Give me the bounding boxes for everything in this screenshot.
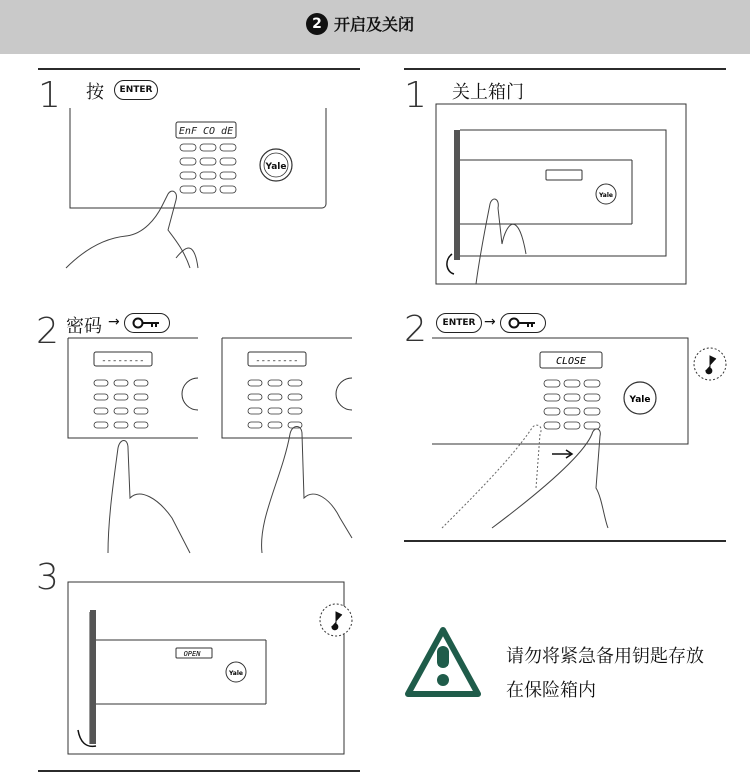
lock-close-illustration <box>432 338 726 530</box>
svg-text:OPEN: OPEN <box>183 650 201 658</box>
key-pill <box>500 313 546 333</box>
password-entry-illustration <box>68 338 198 553</box>
step-label: 密码 <box>66 316 102 337</box>
password-entry-illustration <box>222 338 352 553</box>
hand-icon <box>476 199 526 284</box>
svg-text:Yale: Yale <box>599 192 613 199</box>
step-number: 1 <box>38 75 61 116</box>
divider <box>404 68 726 70</box>
safe-close-illustration <box>436 104 686 288</box>
step-number: 3 <box>36 557 59 598</box>
divider <box>404 540 726 542</box>
svg-text:Yale: Yale <box>229 670 243 677</box>
svg-text:Yale: Yale <box>629 395 651 405</box>
section-number: 2 <box>306 13 328 35</box>
lcd-text: CLOSE <box>555 356 587 367</box>
warning-text-line1: 请勿将紧急备用钥匙存放 <box>506 646 704 667</box>
section-header <box>0 0 750 54</box>
step-number: 2 <box>404 309 427 350</box>
key-icon <box>132 317 162 329</box>
step-number: 2 <box>36 311 59 352</box>
step-label: 关上箱门 <box>452 82 524 103</box>
hand-icon <box>66 191 190 268</box>
arrow: → <box>484 314 496 330</box>
svg-text:--------: -------- <box>255 356 299 366</box>
svg-text:--------: -------- <box>101 356 145 366</box>
warning-text-line2: 在保险箱内 <box>506 680 596 701</box>
enter-key-pill: ENTER <box>436 313 482 333</box>
enter-key-pill: ENTER <box>114 80 158 100</box>
yale-logo: Yale <box>265 162 287 172</box>
key-pill <box>124 313 170 333</box>
step-label: 按 <box>86 82 104 103</box>
divider <box>38 68 360 70</box>
warning-icon <box>404 626 482 698</box>
divider <box>38 770 360 772</box>
lcd-text: EnF CO dE <box>178 126 234 137</box>
safe-open-illustration <box>68 582 346 758</box>
section-title: 开启及关闭 <box>334 15 415 34</box>
arrow: → <box>108 314 120 330</box>
rotate-arrow-icon <box>447 254 454 274</box>
step-number: 1 <box>404 75 427 116</box>
key-icon <box>508 317 538 329</box>
safe-keypad-illustration <box>66 108 330 288</box>
